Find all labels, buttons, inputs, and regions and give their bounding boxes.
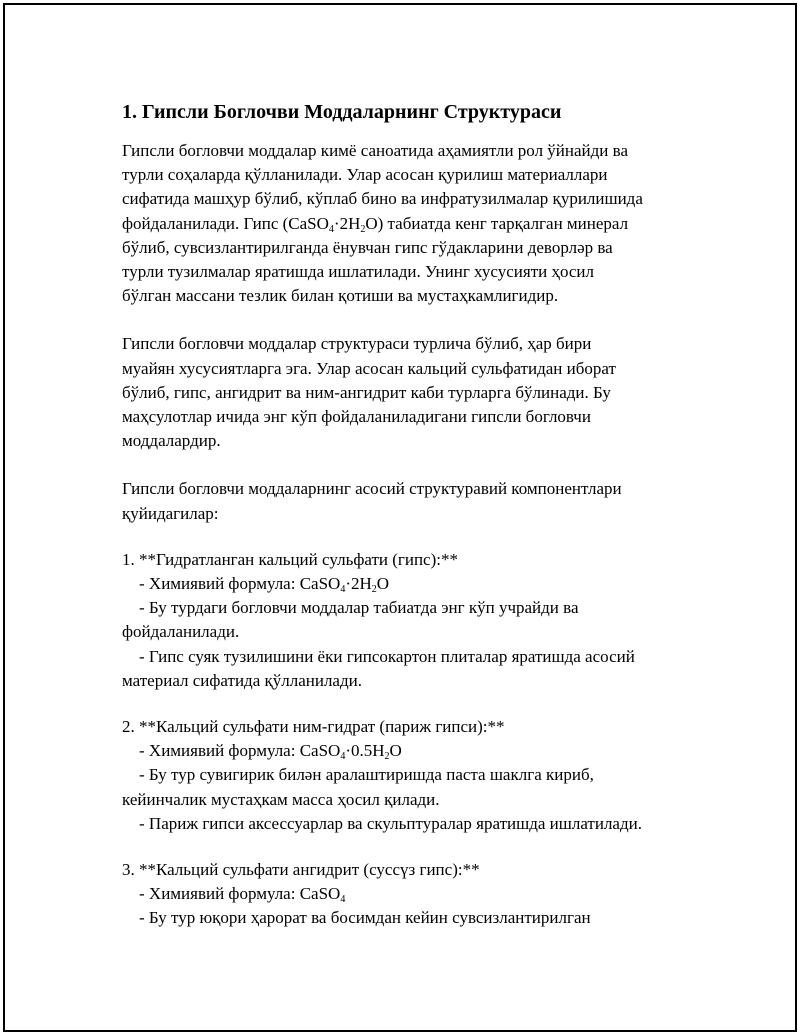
list-item-title: 1. **Гидратланган кальций сульфати (гипс):**: [122, 549, 458, 569]
text-line: - Бу турдаги богловчи моддалар табиатда энг кўп учрайди ва: [139, 598, 579, 618]
list-item-title: 2. **Кальций сульфати ним-гидрат (париж гипси):**: [122, 717, 505, 737]
text-line: - Париж гипси аксессуарлар ва скульптуралар яратишда ишлатилади.: [139, 813, 642, 833]
text-line: материал сифатида қўлланилади.: [122, 670, 362, 690]
list-item-formula: - Химиявий формула: $CaSO_4\cdot 0.5H_2O$: [139, 741, 402, 763]
paragraph-components: [122, 477, 697, 525]
text-line: муайян хусусиятларга эга. Улар асосан кальций сульфатидан иборат: [122, 358, 616, 378]
text-line: - Бу тур сувигирик билән аралаштиришда паста шаклга кириб,: [139, 765, 594, 785]
text-line: бўлиб, сувсизлантирилганда ёнувчан гипс гўдакларини деворләр ва: [122, 237, 613, 257]
text-line: Гипсли богловчи моддалар структураси турлича бўлиб, ҳар бири: [122, 334, 592, 354]
text-line: фойдаланилади.: [122, 622, 240, 642]
text-line: турли тузилмалар яратишда ишлатилади. Унинг хусусияти ҳосил: [122, 262, 595, 282]
text-line: сифатида машҳур бўлиб, кўплаб бино ва инфратузилмалар қурилишида: [122, 189, 643, 209]
document-body: [122, 100, 697, 931]
text-line: бўлиб, гипс, ангидрит ва ним-ангидрит каби турларга бўлинади. Бу: [122, 382, 611, 402]
text-line: Гипсли богловчи моддаларнинг асосий структуравий компонентлари: [122, 479, 622, 499]
text-line: - Бу тур юқори ҳарорат ва босимдан кейин сувсизлантирилган: [139, 908, 591, 928]
text-line: Гипсли богловчи моддалар кимё саноатида аҳамиятли рол ўйнайди ва: [122, 141, 628, 160]
text-line: кейинчалик мустаҳкам масса ҳосил қилади.: [122, 789, 440, 809]
text-line: маҳсулотлар ичида энг кўп фойдаланиладигани гипсли богловчи: [122, 407, 591, 427]
text-line: бўлган массани тезлик билан қотиши ва мустаҳкамлигидир.: [122, 286, 559, 306]
text-line: қуйидагилар:: [122, 503, 219, 523]
text-line: моддалардир.: [122, 431, 221, 451]
section-heading: 1. Гипсли Боглочви Моддаларнинг Структураси: [122, 101, 562, 123]
text-line: фойдаланилади. Гипс $(CaSO_4\cdot 2H_2O)$ табиатда кенг тарқалган минерал: [122, 213, 629, 235]
text-line: - Гипс суяк тузилишини ёки гипсокартон плиталар яратишда асосий: [139, 646, 635, 666]
text-line: турли соҳаларда қўлланилади. Улар асосан қурилиш материаллари: [122, 165, 608, 185]
page-frame: [3, 3, 797, 1032]
list-item-formula: - Химиявий формула: CaSO$_4$: [139, 884, 346, 906]
paragraph-structure: [122, 332, 697, 453]
list-item-formula: - Химиявий формула: $CaSO_4\cdot 2H_2O$: [139, 574, 390, 596]
list-item: [122, 858, 697, 931]
list-item-title: 3. **Кальций сульфати ангидрит (суссүз гипс):**: [122, 860, 480, 880]
list-item: [122, 715, 697, 836]
paragraph-intro: [122, 139, 697, 308]
list-item: [122, 548, 697, 693]
